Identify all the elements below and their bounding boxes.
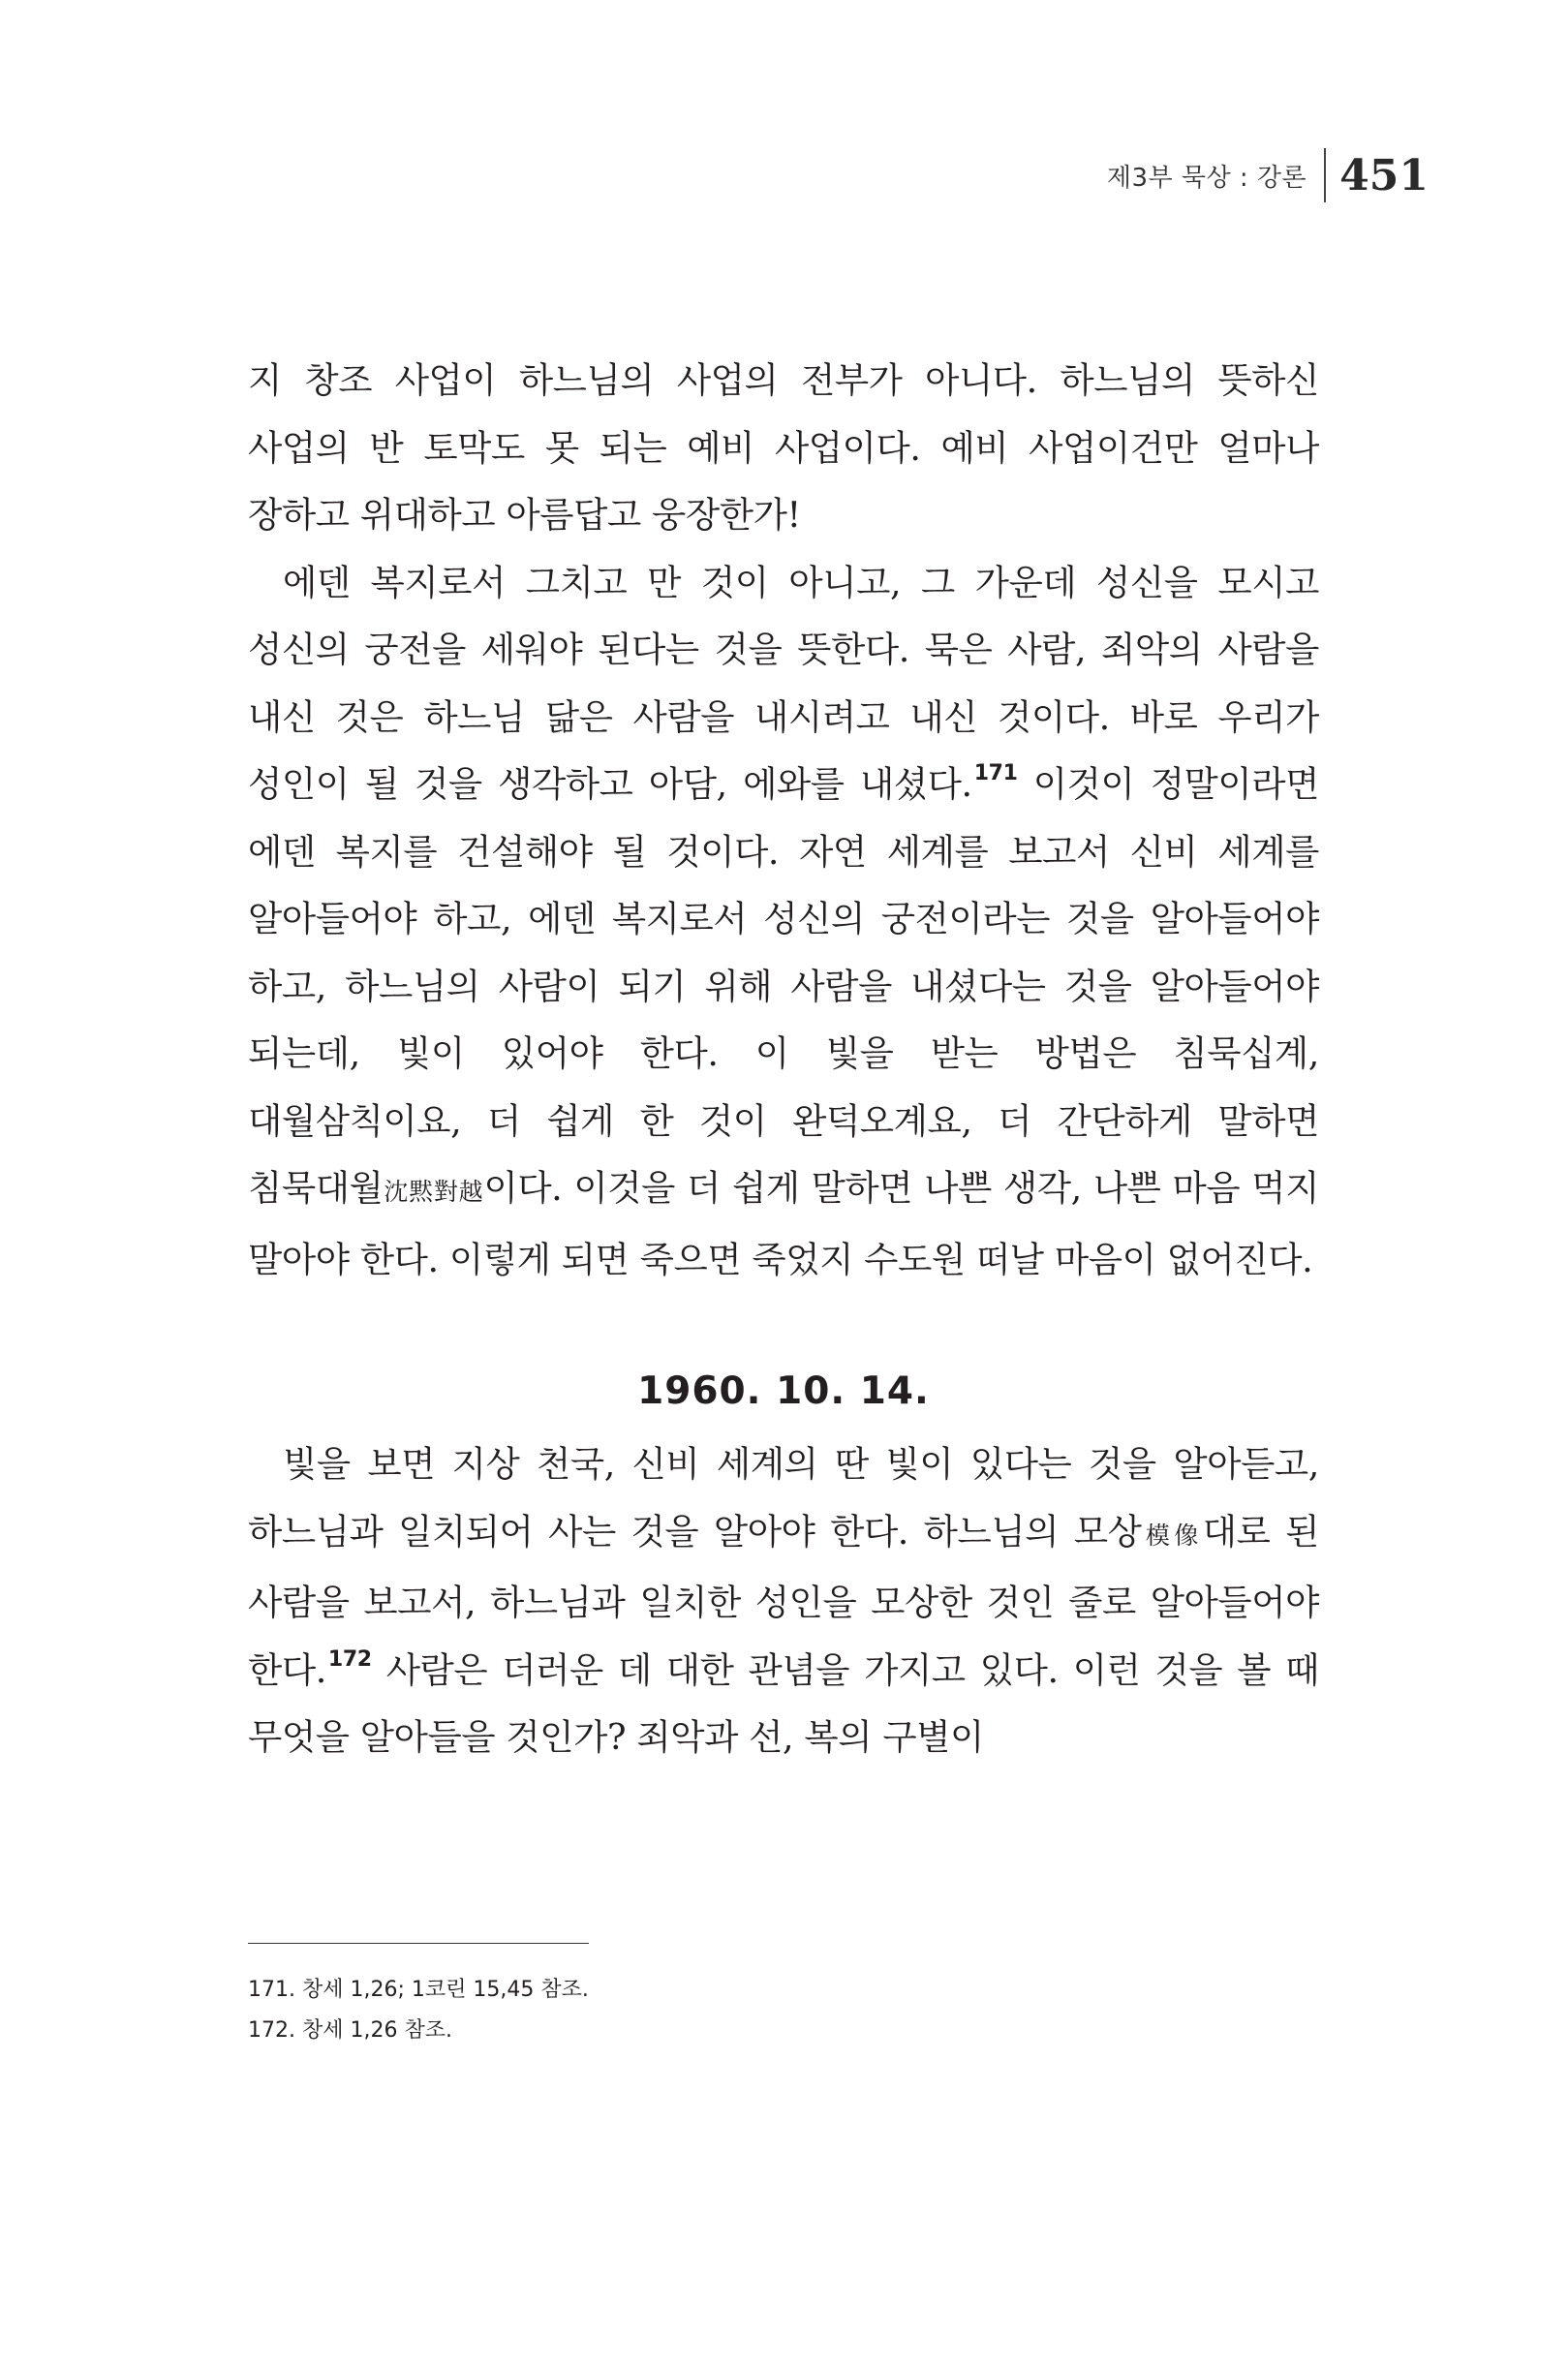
paragraph-3-text-c: 사람은 더러운 데 대한 관념을 가지고 있다. 이런 것을 볼 때 무엇을 알아들을 것인가? 죄악과 선, 복의 구별이 xyxy=(248,1648,1319,1758)
paragraph-2-text-c: 이다. 이것을 더 쉽게 말하면 나쁜 생각, 나쁜 마음 먹지 말아야 한다. 이렇게 되면 죽으면 죽었지 수도원 떠날 마음이 없어진다. xyxy=(248,1167,1319,1280)
footnote-171: 171. 창세 1,26; 1코린 15,45 참조. xyxy=(248,1978,589,2002)
paragraph-2-text-a: 에덴 복지로서 그치고 만 것이 아니고, 그 가운데 성신을 모시고 성신의 궁전을 세워야 된다는 것을 뜻한다. 묵은 사람, 죄악의 사람을 내신 것은 하느님 닮은 사람을 내시려고 내신 것이다. 바로 우리가 성인이 될 것을 생각하고 아담, 에와를 내셨다. xyxy=(248,561,1319,805)
paragraph-2 xyxy=(248,549,1319,1294)
date-heading: 1960. 10. 14. xyxy=(637,1369,930,1413)
paragraph-3 xyxy=(248,1430,1319,1771)
footnote-ref-171[interactable]: 171 xyxy=(973,761,1018,785)
body-text xyxy=(248,347,1319,1771)
header-divider xyxy=(1324,148,1326,202)
page-number: 451 xyxy=(1339,150,1429,200)
running-head xyxy=(1107,145,1429,205)
hanja-term: 沈黙對越 xyxy=(383,1178,484,1206)
paragraph-1: 지 창조 사업이 하느님의 사업의 전부가 아니다. 하느님의 뜻하신 사업의 반 토막도 못 되는 예비 사업이다. 예비 사업이건만 얼마나 장하고 위대하고 아름답고 웅장한가! xyxy=(248,359,1319,536)
paragraph-3-text-b: 대로 된 사람을 보고서, 하느님과 일치한 성인을 모상한 것인 줄로 알아들어야 한다. xyxy=(248,1510,1319,1691)
paragraph-2-text-b: 이것이 정말이라면 에덴 복지를 건설해야 될 것이다. 자연 세계를 보고서 신비 세계를 알아들어야 하고, 에덴 복지로서 성신의 궁전이라는 것을 알아들어야 하고, 하느님의 사람이 되기 위해 사람을 내셨다는 것을 알아들어야 되는데, 빛이 있어야 한다. 이 빛을 받는 방법은 침묵십계, 대월삼칙이요, 더 쉽게 한 것이 완덕오계요, 더 간단하게 말하면 침묵대월 xyxy=(248,763,1319,1209)
footnote-172: 172. 창세 1,26 참조. xyxy=(248,2018,452,2043)
hanja-term: 模像 xyxy=(1141,1521,1203,1550)
footnote-rule xyxy=(248,1943,589,1944)
footnotes xyxy=(248,1970,589,2051)
paragraph-3-text-a: 빛을 보면 지상 천국, 신비 세계의 딴 빛이 있다는 것을 알아듣고, 하느님과 일치되어 사는 것을 알아야 한다. 하느님의 모상 xyxy=(248,1443,1319,1553)
section-title: 제3부 묵상 : 강론 xyxy=(1106,163,1307,193)
section-spacer xyxy=(248,1293,1319,1353)
footnote-ref-172[interactable]: 172 xyxy=(327,1646,372,1672)
